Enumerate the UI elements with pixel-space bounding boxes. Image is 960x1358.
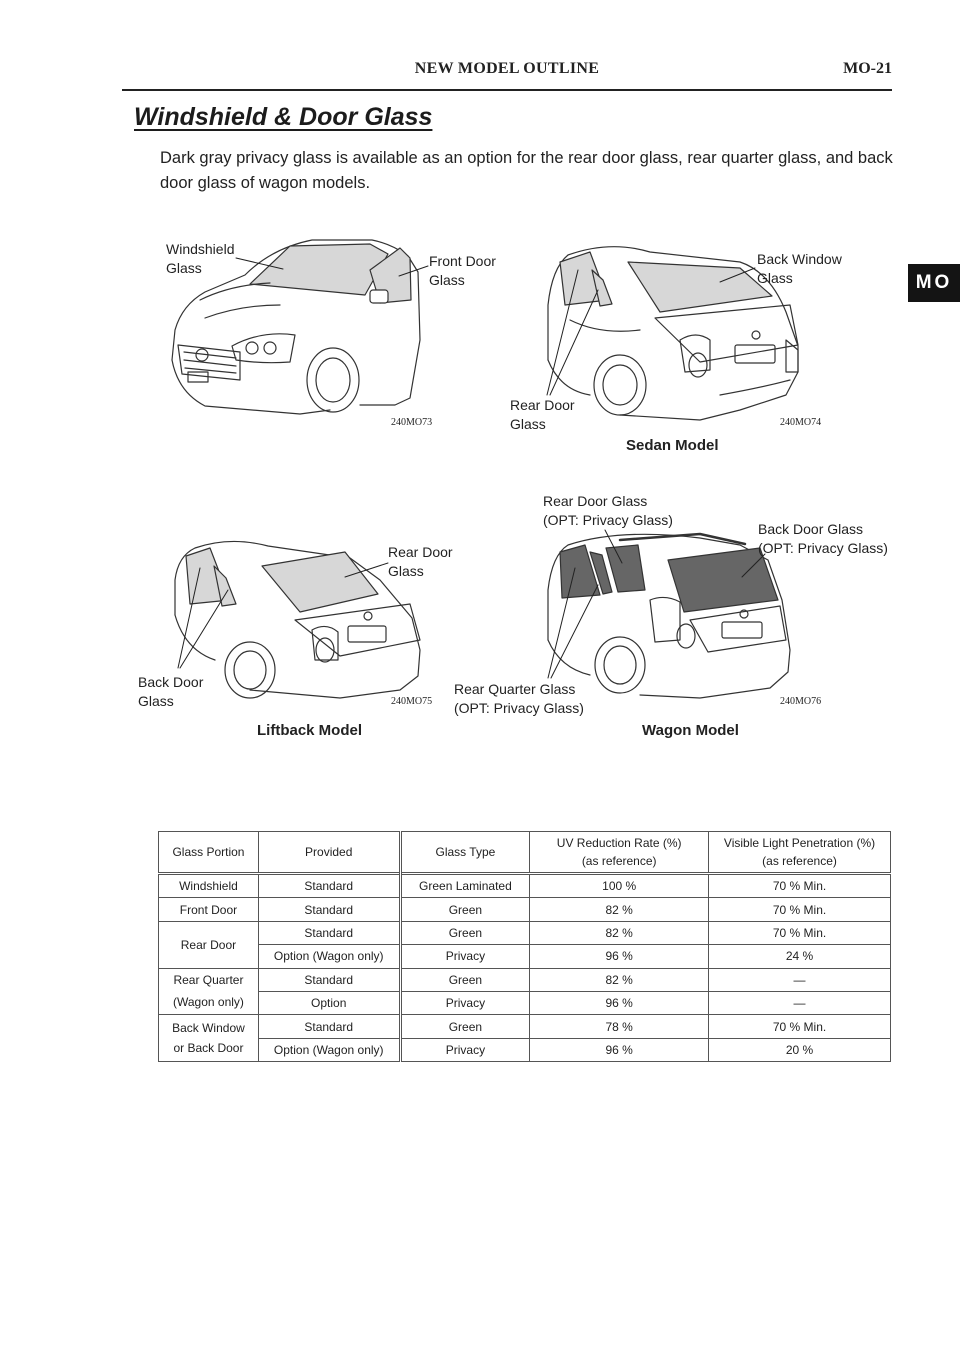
vlp-cell: 20 % <box>709 1038 891 1061</box>
caption-sedan-model: Sedan Model <box>626 437 719 454</box>
uv-cell: 82 % <box>530 921 709 944</box>
table-row <box>159 991 891 1014</box>
figure-code-sedan-front: 240MO73 <box>391 417 433 428</box>
portion-cell: Windshield <box>159 874 259 898</box>
label-windshield-glass: Windshield Glass <box>166 241 235 276</box>
header-uv-reduction: UV Reduction Rate (%) (as reference) <box>530 832 709 874</box>
type-cell: Privacy <box>400 1038 530 1061</box>
type-cell: Privacy <box>400 945 530 968</box>
uv-cell: 100 % <box>530 874 709 898</box>
portion-cell: Back Window or Back Door <box>159 1015 259 1062</box>
page-number: MO-21 <box>843 60 892 77</box>
header-glass-portion: Glass Portion <box>159 832 259 874</box>
vlp-cell: 70 % Min. <box>709 921 891 944</box>
header-title: NEW MODEL OUTLINE <box>414 60 600 77</box>
uv-cell: 96 % <box>530 991 709 1014</box>
label-wagon-back-door-glass: Back Door Glass (OPT: Privacy Glass) <box>758 521 888 556</box>
vlp-cell: 24 % <box>709 945 891 968</box>
label-liftback-back-door-glass: Back Door Glass <box>138 674 204 709</box>
table-row <box>159 968 891 991</box>
type-cell: Green <box>400 898 530 921</box>
label-wagon-rear-quarter-glass: Rear Quarter Glass (OPT: Privacy Glass) <box>454 681 584 716</box>
uv-cell: 96 % <box>530 945 709 968</box>
vlp-cell: 70 % Min. <box>709 1015 891 1038</box>
vlp-cell: 70 % Min. <box>709 874 891 898</box>
intro-paragraph: Dark gray privacy glass is available as an option for the rear door glass, rear quarter glass, and back door glass of wagon models. <box>160 149 893 192</box>
type-cell: Privacy <box>400 991 530 1014</box>
header-visible-light: Visible Light Penetration (%) (as reference) <box>709 832 891 874</box>
provided-cell: Standard <box>258 898 400 921</box>
table-row <box>159 945 891 968</box>
table-row <box>159 874 891 898</box>
label-liftback-rear-door-glass: Rear Door Glass <box>388 544 453 579</box>
glass-spec-table <box>158 831 891 1062</box>
table-row <box>159 1038 891 1061</box>
section-title: Windshield & Door Glass <box>134 103 433 131</box>
vlp-cell: — <box>709 968 891 991</box>
label-wagon-rear-door-glass: Rear Door Glass (OPT: Privacy Glass) <box>543 493 673 528</box>
table-header-row <box>159 832 891 874</box>
table-row <box>159 898 891 921</box>
section-tab: MO <box>908 264 960 302</box>
vlp-cell: 70 % Min. <box>709 898 891 921</box>
figure-code-wagon: 240MO76 <box>780 696 822 707</box>
label-back-window-glass: Back Window Glass <box>757 251 842 286</box>
type-cell: Green <box>400 921 530 944</box>
vlp-cell: — <box>709 991 891 1014</box>
provided-cell: Option (Wagon only) <box>258 1038 400 1061</box>
figure-code-sedan-rear: 240MO74 <box>780 417 822 428</box>
type-cell: Green <box>400 1015 530 1038</box>
header-provided: Provided <box>258 832 400 874</box>
type-cell: Green <box>400 968 530 991</box>
caption-liftback-model: Liftback Model <box>257 722 363 739</box>
type-cell: Green Laminated <box>400 874 530 898</box>
provided-cell: Standard <box>258 968 400 991</box>
figure-code-liftback: 240MO75 <box>391 696 433 707</box>
provided-cell: Standard <box>258 921 400 944</box>
table-row <box>159 1015 891 1038</box>
uv-cell: 82 % <box>530 968 709 991</box>
header-glass-type: Glass Type <box>400 832 530 874</box>
table-row <box>159 921 891 944</box>
portion-cell: Rear Door <box>159 921 259 968</box>
wagon-drawing <box>548 534 790 698</box>
uv-cell: 82 % <box>530 898 709 921</box>
uv-cell: 78 % <box>530 1015 709 1038</box>
label-front-door-glass: Front Door Glass <box>429 253 496 288</box>
caption-wagon-model: Wagon Model <box>642 722 739 739</box>
provided-cell: Option (Wagon only) <box>258 945 400 968</box>
portion-cell: Front Door <box>159 898 259 921</box>
provided-cell: Standard <box>258 1015 400 1038</box>
label-sedan-rear-door-glass: Rear Door Glass <box>510 397 575 432</box>
portion-cell: Rear Quarter (Wagon only) <box>159 968 259 1015</box>
uv-cell: 96 % <box>530 1038 709 1061</box>
provided-cell: Option <box>258 991 400 1014</box>
provided-cell: Standard <box>258 874 400 898</box>
